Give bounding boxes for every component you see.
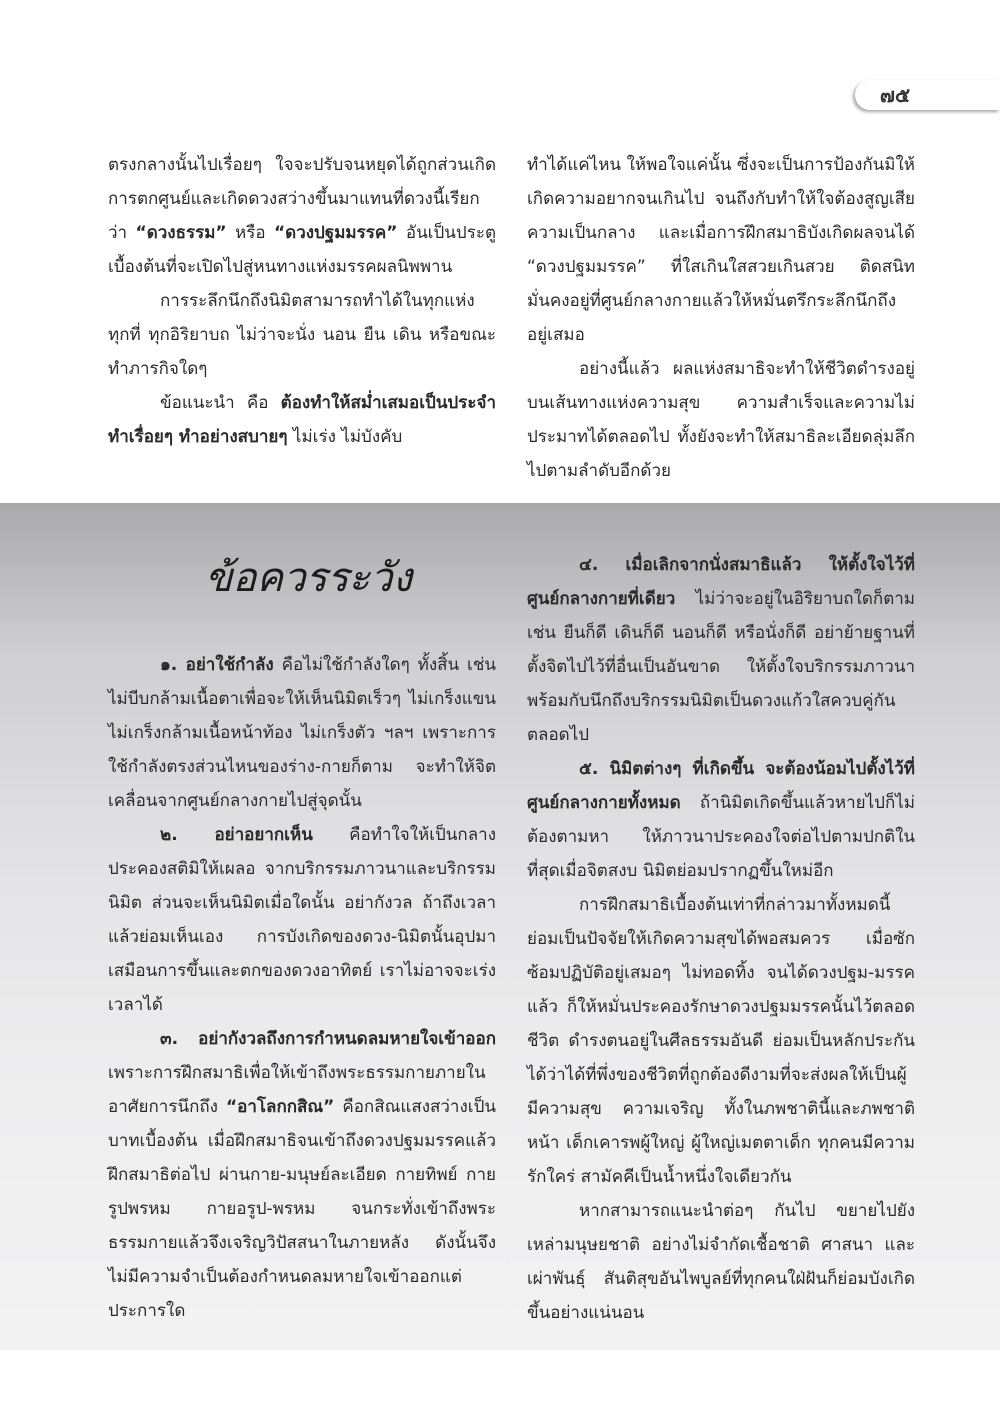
text-run: อย่างนี้แล้ว ผลแห่งสมาธิจะทำให้ชีวิตดำรงอยู่บนเส้นทางแห่งความสุข ความสำเร็จและความไม่ประมาทได้ตลอดไป ทั้งยังจะทำให้สมาธิละเอียดลุ่มลึกไปตามลำดับอีกด้วย xyxy=(527,359,915,481)
text-run: ไม่เร่ง ไม่บังคับ xyxy=(287,427,403,447)
text-run: ทำได้แค่ไหน ให้พอใจแค่นั้น ซึ่งจะเป็นการป้องกันมิให้เกิดความอยากจนเกินไป จนถึงกับทำให้ใจต้องสูญเสียความเป็นกลาง และเมื่อการฝึกสมาธิบังเกิดผลจนได้ “ดวงปฐมมรรค” ที่ใสเกินใสสวยเกินสวย ติดสนิทมั่นคงอยู่ที่ศูนย์กลางกายแล้วให้หมั่นตรึกระลึกนึกถึงอยู่เสมอ xyxy=(527,155,915,345)
text-run: ตรงกลางนั้นไปเรื่อยๆ ใจจะปรับจนหยุดได้ถูกส่วนเกิดการตกศูนย์และเกิดดวงสว่างขึ้นมาแทนที่ดวงนี้เรียกว่า xyxy=(108,155,496,243)
bold-text-run: ๒. อย่าอยากเห็น xyxy=(160,825,313,845)
page-number: ๗๕ xyxy=(879,83,911,107)
bold-text-run: ๑. อย่าใช้กำลัง xyxy=(160,655,274,675)
paragraph xyxy=(108,148,496,284)
bold-text-run: ๓. อย่ากังวลถึงการกำหนดลมหายใจเข้าออก xyxy=(160,1029,496,1049)
paragraph xyxy=(108,818,496,1022)
section-heading: ข้อควรระวัง xyxy=(205,555,413,601)
caution-right-column xyxy=(527,548,915,1330)
text-run: ไม่ว่าจะอยู่ในอิริยาบถใดก็ตาม เช่น ยืนก็ดี เดินก็ดี นอนก็ดี หรือนั่งก็ดี อย่าย้ายฐานที่ตั้งจิตไปไว้ที่อื่นเป็นอันขาด ให้ตั้งใจบริกรรมภาวนา พร้อมกับนึกถึงบริกรรมนิมิตเป็นดวงแก้วใสควบคู่กันตลอดไป xyxy=(527,589,915,745)
paragraph xyxy=(527,148,915,352)
text-run: คือกสิณแสงสว่างเป็นบาทเบื้องต้น เมื่อฝึกสมาธิจนเข้าถึงดวงปฐมมรรคแล้ว ฝึกสมาธิต่อไป ผ่านกาย-มนุษย์ละเอียด กายทิพย์ กายรูปพรหม กายอรูป-พรหม จนกระทั่งเข้าถึงพระธรรมกายแล้วจึงเจริญวิปัสสนาในภายหลัง ดังนั้นจึงไม่มีความจำเป็นต้องกำหนดลมหายใจเข้าออกแต่ประการใด xyxy=(108,1097,496,1321)
text-run: หรือ xyxy=(226,223,274,243)
paragraph xyxy=(527,888,915,1194)
paragraph xyxy=(108,386,496,454)
text-run: ข้อแนะนำ คือ xyxy=(160,393,281,413)
text-run: การฝึกสมาธิเบื้องต้นเท่าที่กล่าวมาทั้งหมดนี้ย่อมเป็นปัจจัยให้เกิดความสุขได้พอสมควร เมื่อซักซ้อมปฏิบัติอยู่เสมอๆ ไม่ทอดทิ้ง จนได้ดวงปฐม-มรรคแล้ว ก็ให้หมั่นประคองรักษาดวงปฐมมรรคนั้นไว้ตลอดชีวิต ดำรงตนอยู่ในศีลธรรมอันดี ย่อมเป็นหลักประกันได้ว่าได้ที่พึ่งของชีวิตที่ถูกต้องดีงามที่จะส่งผลให้เป็นผู้มีความสุข ความเจริญ ทั้งในภพชาตินี้และภพชาติหน้า เด็กเคารพผู้ใหญ่ ผู้ใหญ่เมตตาเด็ก ทุกคนมีความรักใคร่ สามัคคีเป็นน้ำหนึ่งใจเดียวกัน xyxy=(527,895,915,1187)
bold-text-run: “ดวงปฐมมรรค” xyxy=(273,223,398,243)
bold-text-run: ๔. เมื่อเลิกจากนั่งสมาธิแล้ว ให้ตั้งใจไว้ที่ศูนย์กลางกายที่เดียว xyxy=(527,555,915,609)
paragraph xyxy=(527,1194,915,1330)
text-run: คือทำใจให้เป็นกลาง ประคองสติมิให้เผลอ จากบริกรรมภาวนาและบริกรรมนิมิต ส่วนจะเห็นนิมิตเมื่อใดนั้น อย่ากังวล ถ้าถึงเวลาแล้วย่อมเห็นเอง การบังเกิดของดวง-นิมิตนั้นอุปมาเสมือนการขึ้นและตกของดวงอาทิตย์ เราไม่อาจจะเร่งเวลาได้ xyxy=(108,825,496,1015)
bold-text-run: “อาโลกกสิณ” xyxy=(225,1097,335,1117)
paragraph xyxy=(527,752,915,888)
text-run: ถ้านิมิตเกิดขึ้นแล้วหายไปก็ไม่ต้องตามหา ให้ภาวนาประคองใจต่อไปตามปกติในที่สุดเมื่อจิตสงบ นิมิตย่อมปรากฏขึ้นใหม่อีก xyxy=(527,793,915,881)
text-run: หากสามารถแนะนำต่อๆ กันไป ขยายไปยังเหล่ามนุษยชาติ อย่างไม่จำกัดเชื้อชาติ ศาสนา และเผ่าพันธุ์ สันติสุขอันไพบูลย์ที่ทุกคนใฝ่ฝันก็ย่อมบังเกิดขึ้นอย่างแน่นอน xyxy=(527,1201,915,1323)
bold-text-run: “ดวงธรรม” xyxy=(135,223,227,243)
caution-left-column xyxy=(108,648,496,1328)
text-run: การระลึกนึกถึงนิมิตสามารถทำได้ในทุกแห่งทุกที่ ทุกอิริยาบถ ไม่ว่าจะนั่ง นอน ยืน เดิน หรือขณะทำภารกิจใดๆ xyxy=(108,291,496,379)
top-right-column xyxy=(527,148,915,488)
paragraph xyxy=(108,648,496,818)
paragraph xyxy=(527,548,915,752)
text-run: เพราะการฝึกสมาธิเพื่อให้เข้าถึงพระธรรมกายภายใน อาศัยการนึกถึง xyxy=(108,1063,486,1117)
top-left-column xyxy=(108,148,496,454)
paragraph xyxy=(108,284,496,386)
paragraph xyxy=(108,1022,496,1328)
text-run: คือไม่ใช้กำลังใดๆ ทั้งสิ้น เช่น ไม่บีบกล้ามเนื้อตาเพื่อจะให้เห็นนิมิตเร็วๆ ไม่เกร็งแขน ไม่เกร็งกล้ามเนื้อหน้าท้อง ไม่เกร็งตัว ฯลฯ เพราะการใช้กำลังตรงส่วนไหนของร่าง-กายก็ตาม จะทำให้จิตเคลื่อนจากศูนย์กลางกายไปสู่จุดนั้น xyxy=(108,655,497,811)
bold-text-run: ต้องทำให้สม่ำเสมอเป็นประจำ ทำเรื่อยๆ ทำอย่างสบายๆ xyxy=(108,393,496,447)
text-run: อันเป็นประตูเบื้องต้นที่จะเปิดไปสู่หนทางแห่งมรรคผลนิพพาน xyxy=(108,223,496,277)
bold-text-run: ๕. นิมิตต่างๆ ที่เกิดขึ้น จะต้องน้อมไปตั้งไว้ที่ศูนย์กลางกายทั้งหมด xyxy=(527,759,915,813)
paragraph xyxy=(527,352,915,488)
